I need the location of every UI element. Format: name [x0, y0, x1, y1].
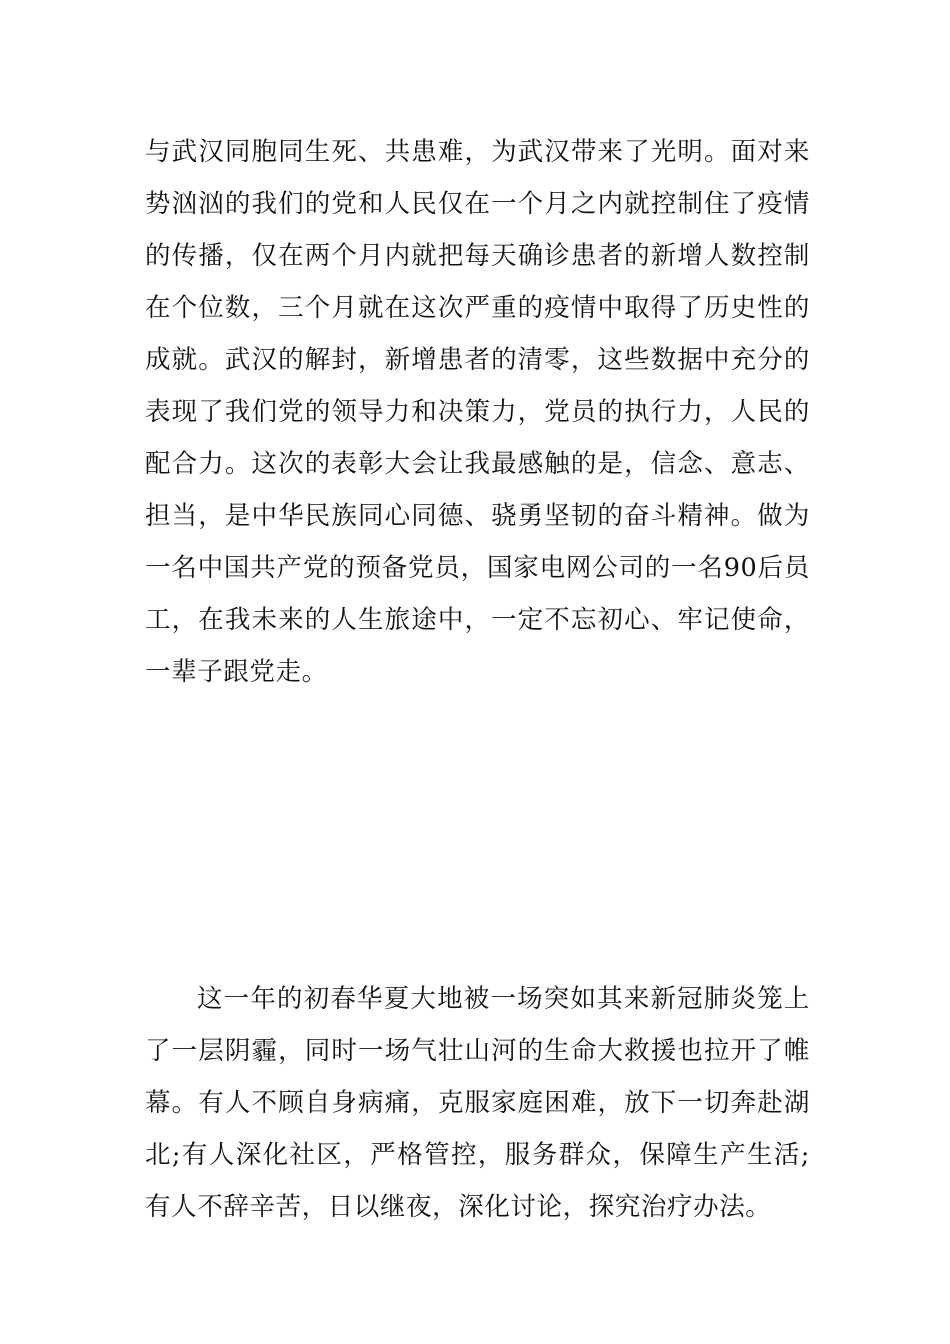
paragraph-continuation: 与武汉同胞同生死、共患难，为武汉带来了光明。面对来势汹汹的我们的党和人民仅在一个月之内就控制住了疫情的传播，仅在两个月内就把每天确诊患者的新增人数控制在个位数，三个月就在这次严重的疫情中取得了历史性的成就。武汉的解封，新增患者的清零，这些数据中充分的表现了我们党的领导力和决策力，党员的执行力，人民的配合力。这次的表彰大会让我最感触的是，信念、意志、担当，是中华民族同心同德、骁勇坚韧的奋斗精神。做为一名中国共产党的预备党员，国家电网公司的一名90后员工，在我未来的人生旅途中，一定不忘初心、牢记使命，一辈子跟党走。: [145, 137, 810, 687]
paragraph-new: 这一年的初春华夏大地被一场突如其来新冠肺炎笼上了一层阴霾，同时一场气壮山河的生命大救援也拉开了帷幕。有人不顾自身病痛，克服家庭困难，放下一切奔赴湖北;有人深化社区，严格管控，服务群众，保障生产生活;有人不辞辛苦，日以继夜，深化讨论，探究治疗办法。: [145, 984, 810, 1222]
